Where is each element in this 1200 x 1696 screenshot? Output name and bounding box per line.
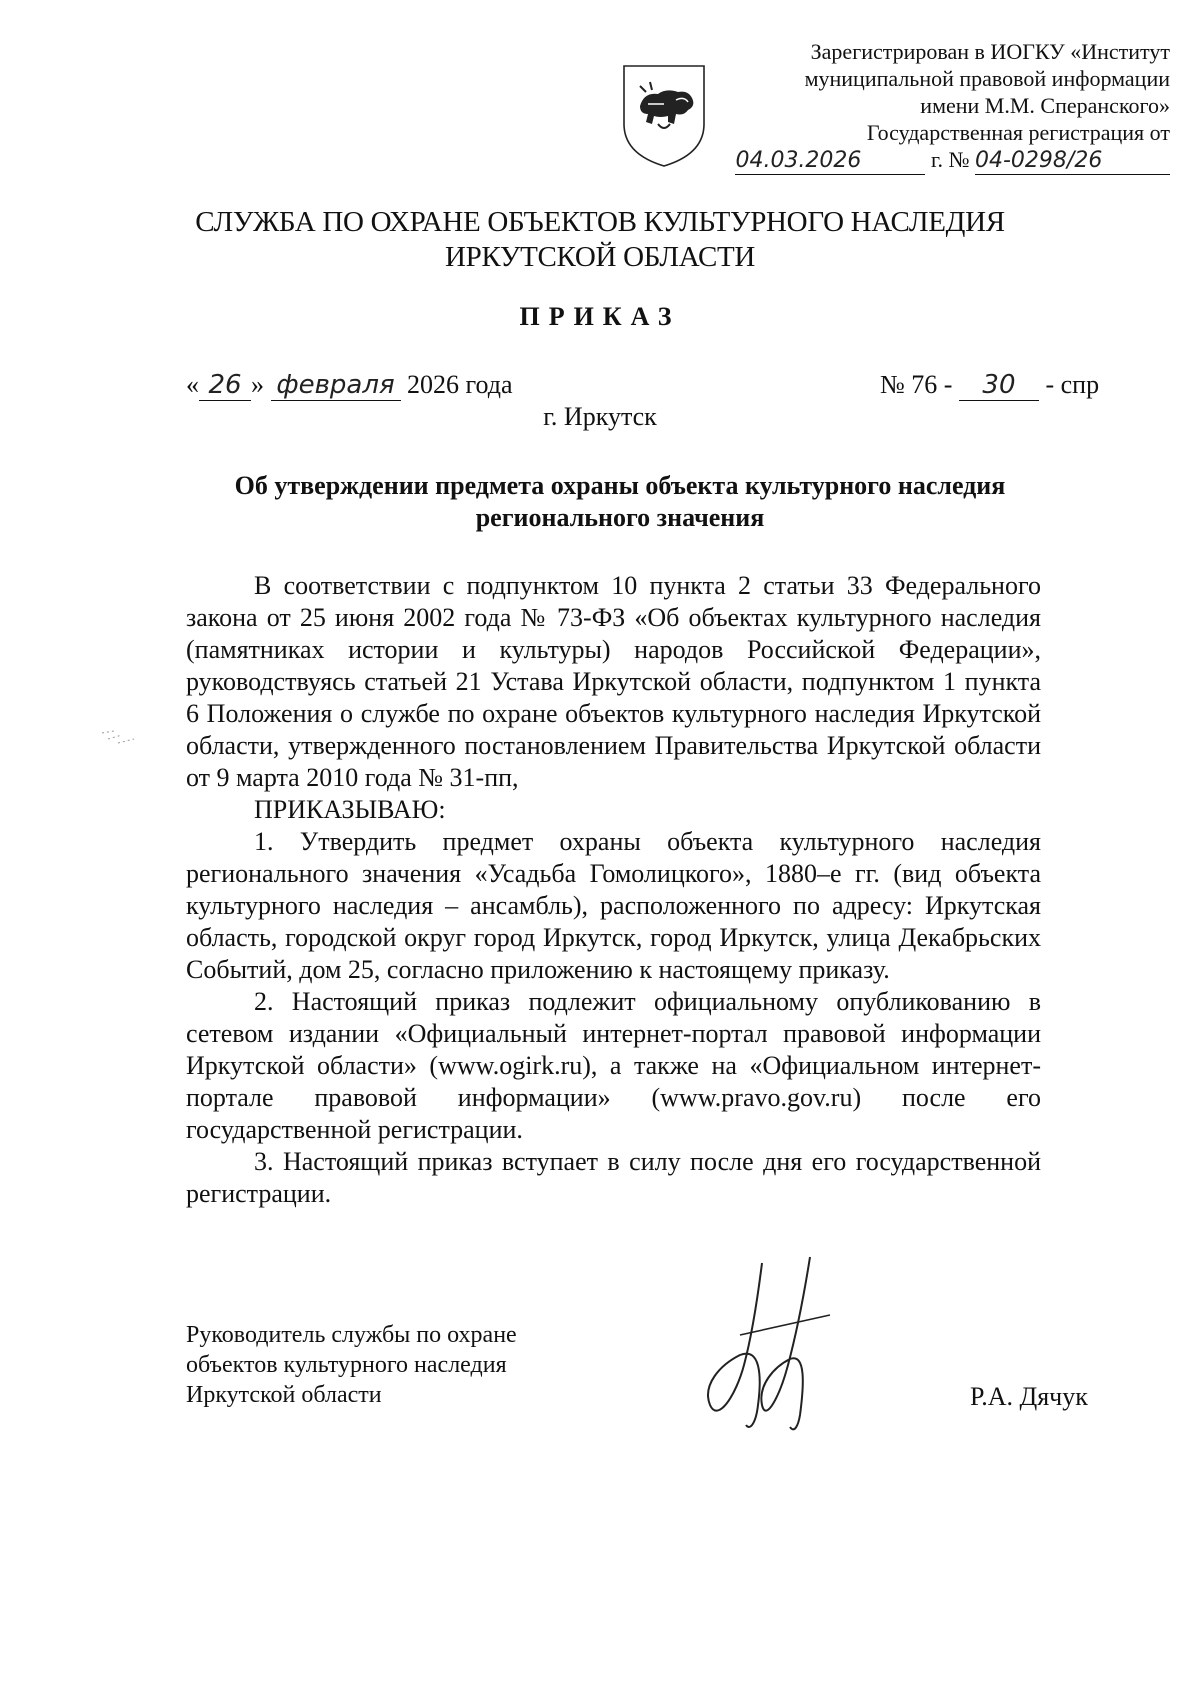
- signer-role-line-2: объектов культурного наследия: [186, 1352, 507, 1378]
- order-number-value: 30: [959, 370, 1039, 401]
- signer-name: Р.А. Дячук: [970, 1382, 1088, 1411]
- registration-stamp: [700, 38, 1170, 175]
- order-number: [880, 370, 1099, 401]
- date-open-quote: «: [186, 370, 199, 399]
- order-item-1: 1. Утвердить предмет охраны объекта культурного наследия регионального значения «Усадьба Гомолицкого», 1880–е гг. (вид объекта культурного наследия – ансамбль), расположенного по адресу: Иркутская область, городской округ город Иркутск, город Иркутск, улица Декабрьских Событий, дом 25, согласно приложению к настоящему приказу.: [186, 827, 1041, 984]
- document-title-line-1: Об утверждении предмета охраны объекта культурного наследия: [234, 471, 1006, 500]
- order-word: ПРИКАЗЫВАЮ:: [254, 795, 446, 824]
- registration-details: [700, 146, 1170, 175]
- city: г. Иркутск: [543, 402, 657, 431]
- order-number-prefix: № 76 -: [880, 370, 953, 399]
- date-month: февраля: [271, 370, 401, 401]
- signer-role-line-3: Иркутской области: [186, 1382, 382, 1408]
- registration-number: 04-0298/26: [975, 147, 1170, 175]
- document-body: [186, 570, 1041, 1210]
- signer-role: [186, 1320, 517, 1410]
- handwritten-signature: [700, 1255, 850, 1435]
- registration-line-1: Зарегистрирован в ИОГКУ «Институт: [810, 39, 1170, 64]
- registration-number-prefix: г. №: [930, 147, 970, 172]
- document-title: [220, 470, 1020, 534]
- registration-line-2: муниципальной правовой информации: [804, 66, 1170, 91]
- registration-line-4: Государственная регистрация от: [866, 120, 1170, 145]
- agency-name-line-2: ИРКУТСКОЙ ОБЛАСТИ: [444, 241, 756, 273]
- agency-name-line-1: СЛУЖБА ПО ОХРАНЕ ОБЪЕКТОВ КУЛЬТУРНОГО НАСЛЕДИЯ: [195, 206, 1005, 238]
- scan-artifact: [100, 727, 140, 747]
- agency-name: [150, 205, 1050, 275]
- registration-line-3: имени М.М. Сперанского»: [920, 93, 1170, 118]
- date-close-quote: »: [251, 370, 264, 399]
- signer-role-line-1: Руководитель службы по охране: [186, 1322, 517, 1348]
- document-title-line-2: регионального значения: [475, 503, 765, 532]
- date-year: 2026 года: [407, 370, 513, 399]
- document-type: ПРИКАЗ: [519, 302, 681, 331]
- preamble-paragraph: В соответствии с подпунктом 10 пункта 2 статьи 33 Федерального закона от 25 июня 2002 года № 73-ФЗ «Об объектах культурного наследия (памятниках истории и культуры) народов Российской Федерации», руководствуясь статьей 21 Устава Иркутской области, подпунктом 1 пункта 6 Положения о службе по охране объектов культурного наследия Иркутской области, утвержденного постановлением Правительства Иркутской области от 9 марта 2010 года № 31-пп,: [186, 571, 1041, 792]
- order-item-3: 3. Настоящий приказ вступает в силу после дня его государственной регистрации.: [186, 1147, 1041, 1208]
- coat-of-arms-icon: [618, 62, 710, 170]
- registration-date: 04.03.2026: [735, 147, 925, 175]
- order-date: [186, 370, 513, 401]
- date-day: 26: [199, 370, 251, 401]
- order-number-suffix: - спр: [1045, 370, 1100, 399]
- order-item-2: 2. Настоящий приказ подлежит официальному опубликованию в сетевом издании «Официальный интернет-портал правовой информации Иркутской области» (www.ogirk.ru), а также на «Официальном интернет-портале правовой информации» (www.pravo.gov.ru) после его государственной регистрации.: [186, 987, 1041, 1144]
